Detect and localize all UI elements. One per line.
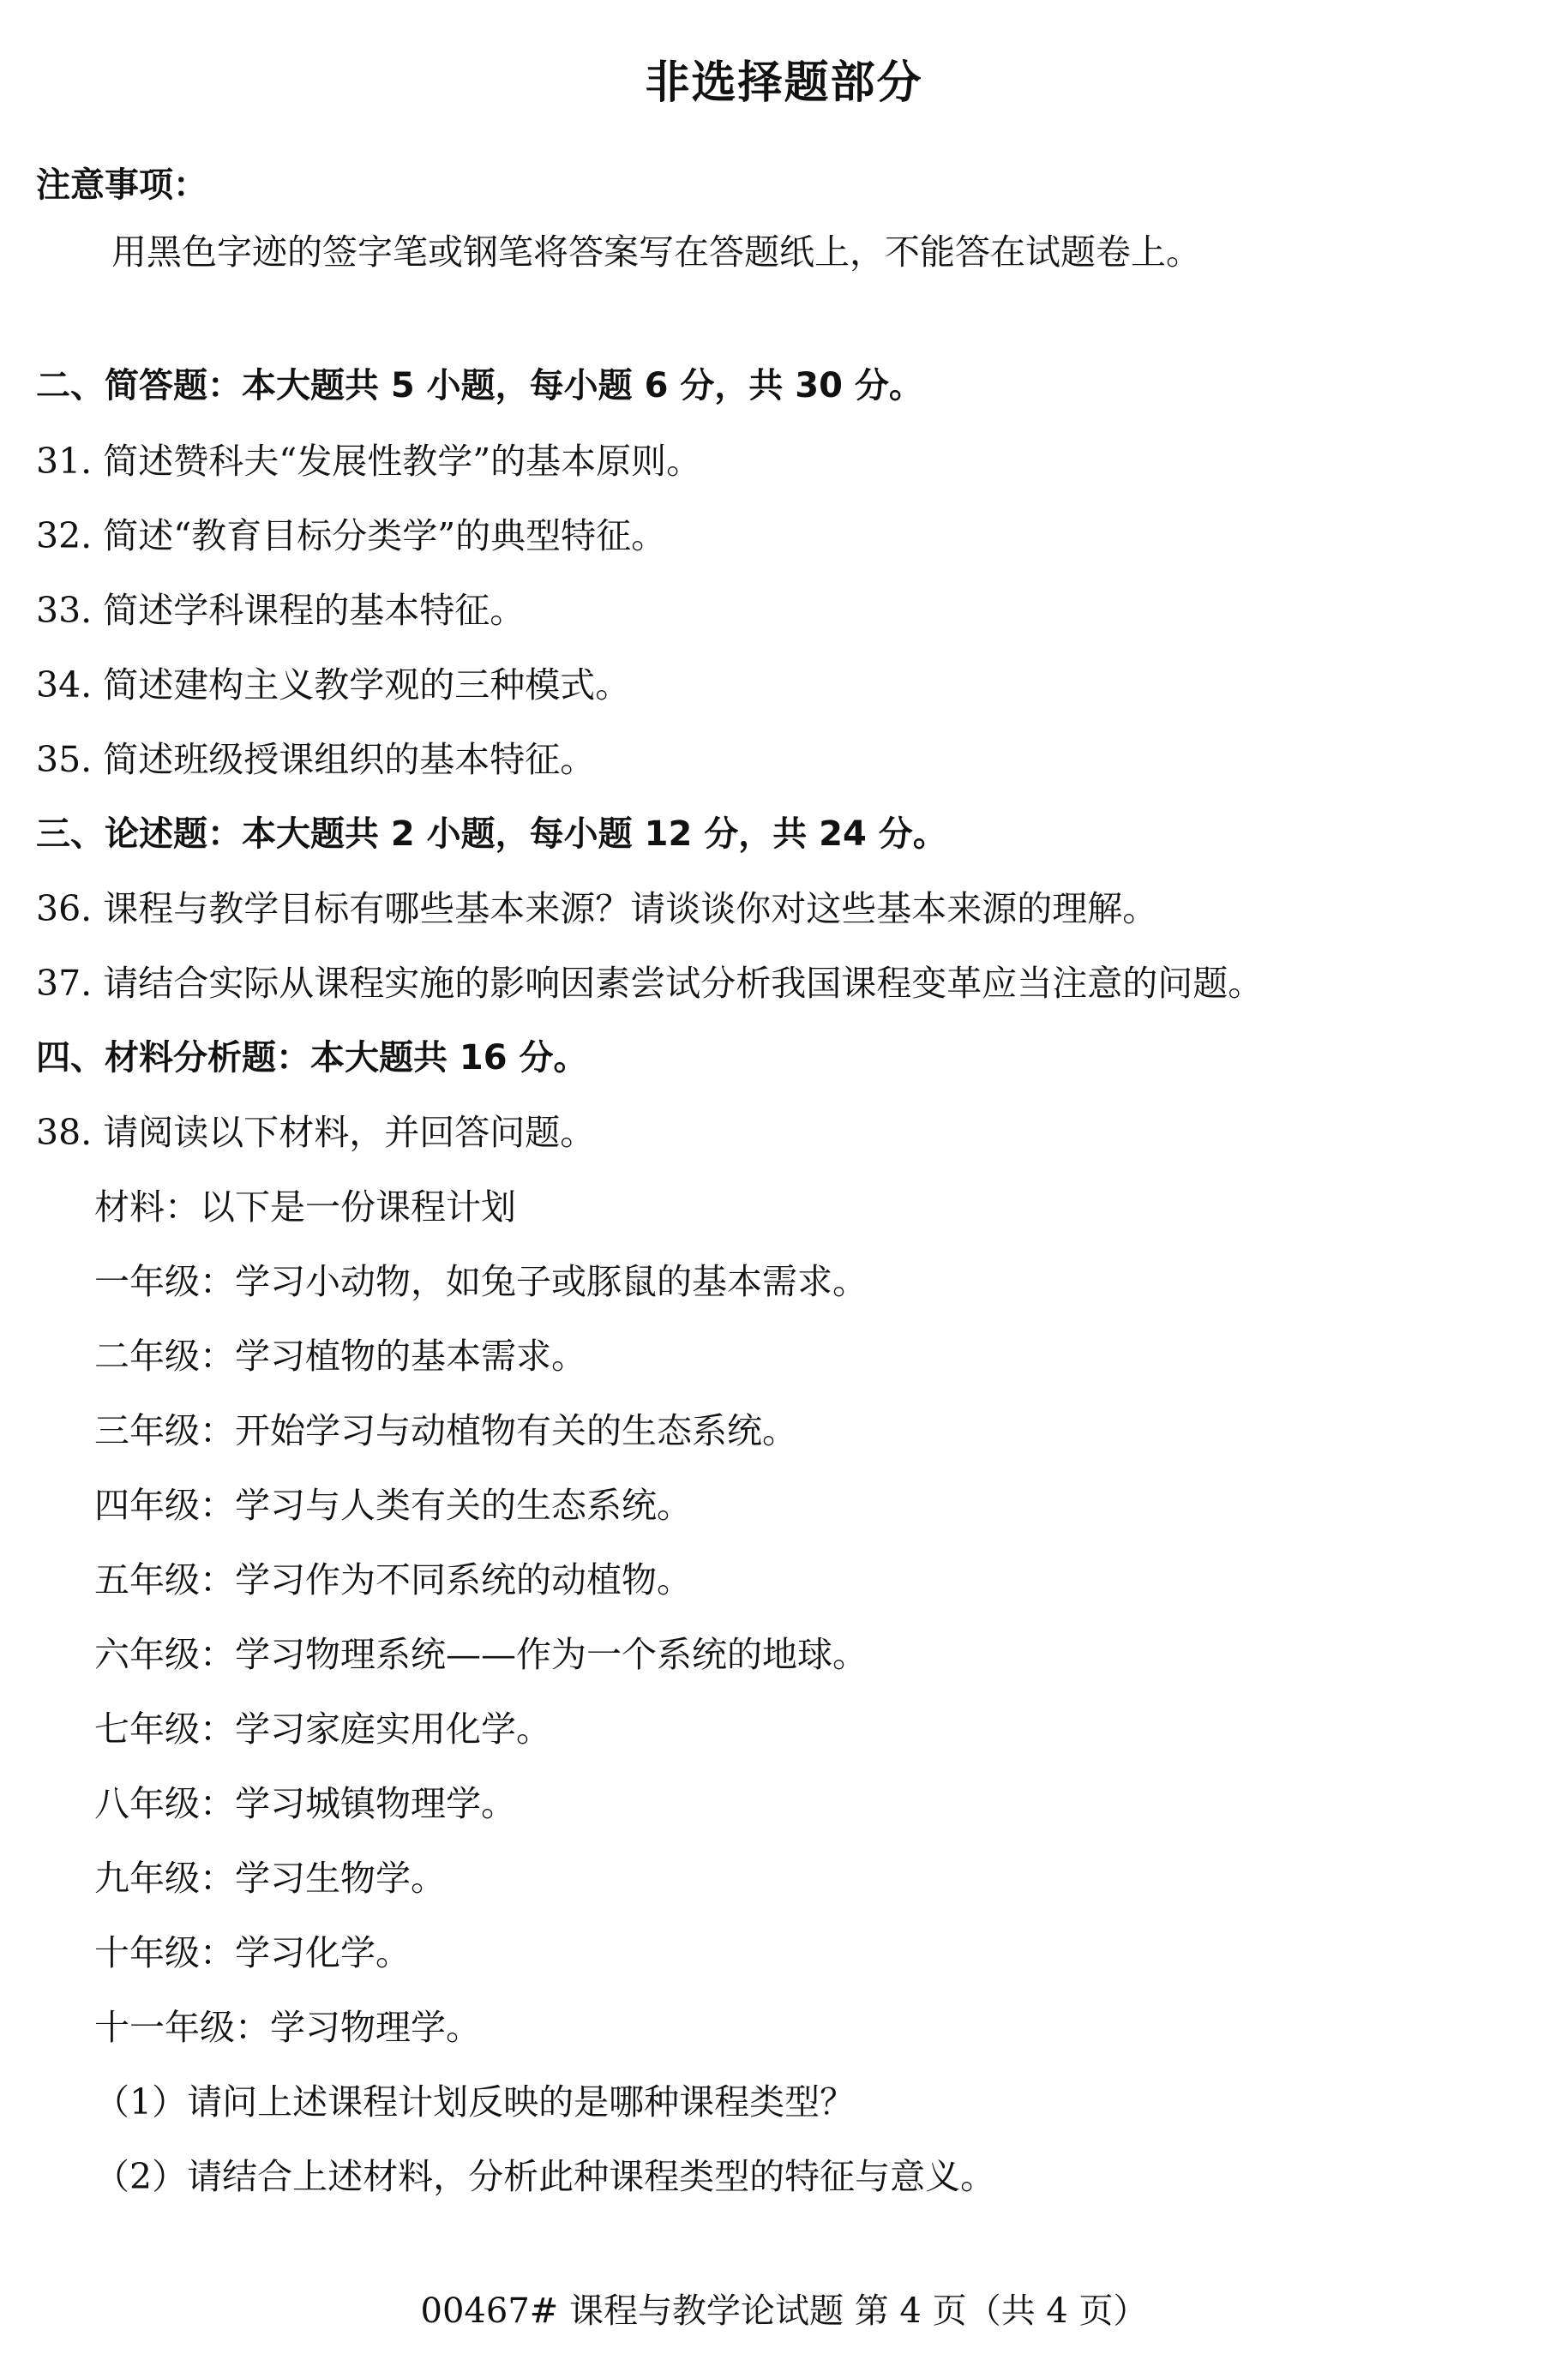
question-33: 33. 简述学科课程的基本特征。: [36, 590, 526, 631]
question-34: 34. 简述建构主义教学观的三种模式。: [36, 664, 631, 706]
notice-text: 用黑色字迹的签字笔或钢笔将答案写在答题纸上，不能答在试题卷上。: [111, 231, 1201, 273]
question-31: 31. 简述赞科夫“发展性教学”的基本原则。: [36, 441, 702, 482]
question-36: 36. 课程与教学目标有哪些基本来源？请谈谈你对这些基本来源的理解。: [36, 888, 1158, 929]
page-footer: 00467# 课程与教学论试题 第 4 页（共 4 页）: [420, 2291, 1148, 2331]
question-38: 38. 请阅读以下材料，并回答问题。: [36, 1112, 596, 1153]
section-2-heading: 二、简答题：本大题共 5 小题，每小题 6 分，共 30 分。: [36, 366, 923, 405]
grade-item: 十年级：学习化学。: [94, 1932, 411, 1973]
sub-question-2: （2）请结合上述材料，分析此种课程类型的特征与意义。: [94, 2156, 996, 2197]
grade-item: 八年级：学习城镇物理学。: [94, 1783, 516, 1824]
page-title: 非选择题部分: [645, 57, 923, 109]
material-intro: 材料：以下是一份课程计划: [94, 1186, 516, 1228]
section-4-heading: 四、材料分析题：本大题共 16 分。: [36, 1038, 588, 1078]
section-3-heading: 三、论述题：本大题共 2 小题，每小题 12 分，共 24 分。: [36, 814, 947, 854]
sub-question-1: （1）请问上述课程计划反映的是哪种课程类型？: [94, 2081, 856, 2123]
question-35: 35. 简述班级授课组织的基本特征。: [36, 739, 596, 780]
grade-item: 六年级：学习物理系统——作为一个系统的地球。: [94, 1634, 868, 1675]
grade-item: 四年级：学习与人类有关的生态系统。: [94, 1485, 692, 1526]
grade-item: 三年级：开始学习与动植物有关的生态系统。: [94, 1410, 797, 1451]
question-32: 32. 简述“教育目标分类学”的典型特征。: [36, 515, 667, 556]
grade-item: 七年级：学习家庭实用化学。: [94, 1708, 551, 1750]
question-37: 37. 请结合实际从课程实施的影响因素尝试分析我国课程变革应当注意的问题。: [36, 963, 1264, 1004]
grade-item: 二年级：学习植物的基本需求。: [94, 1336, 586, 1377]
grade-item: 十一年级：学习物理学。: [94, 2007, 481, 2048]
notice-heading: 注意事项：: [36, 165, 207, 205]
grade-item: 一年级：学习小动物，如兔子或豚鼠的基本需求。: [94, 1261, 868, 1302]
grade-item: 五年级：学习作为不同系统的动植物。: [94, 1559, 692, 1600]
grade-item: 九年级：学习生物学。: [94, 1858, 446, 1899]
